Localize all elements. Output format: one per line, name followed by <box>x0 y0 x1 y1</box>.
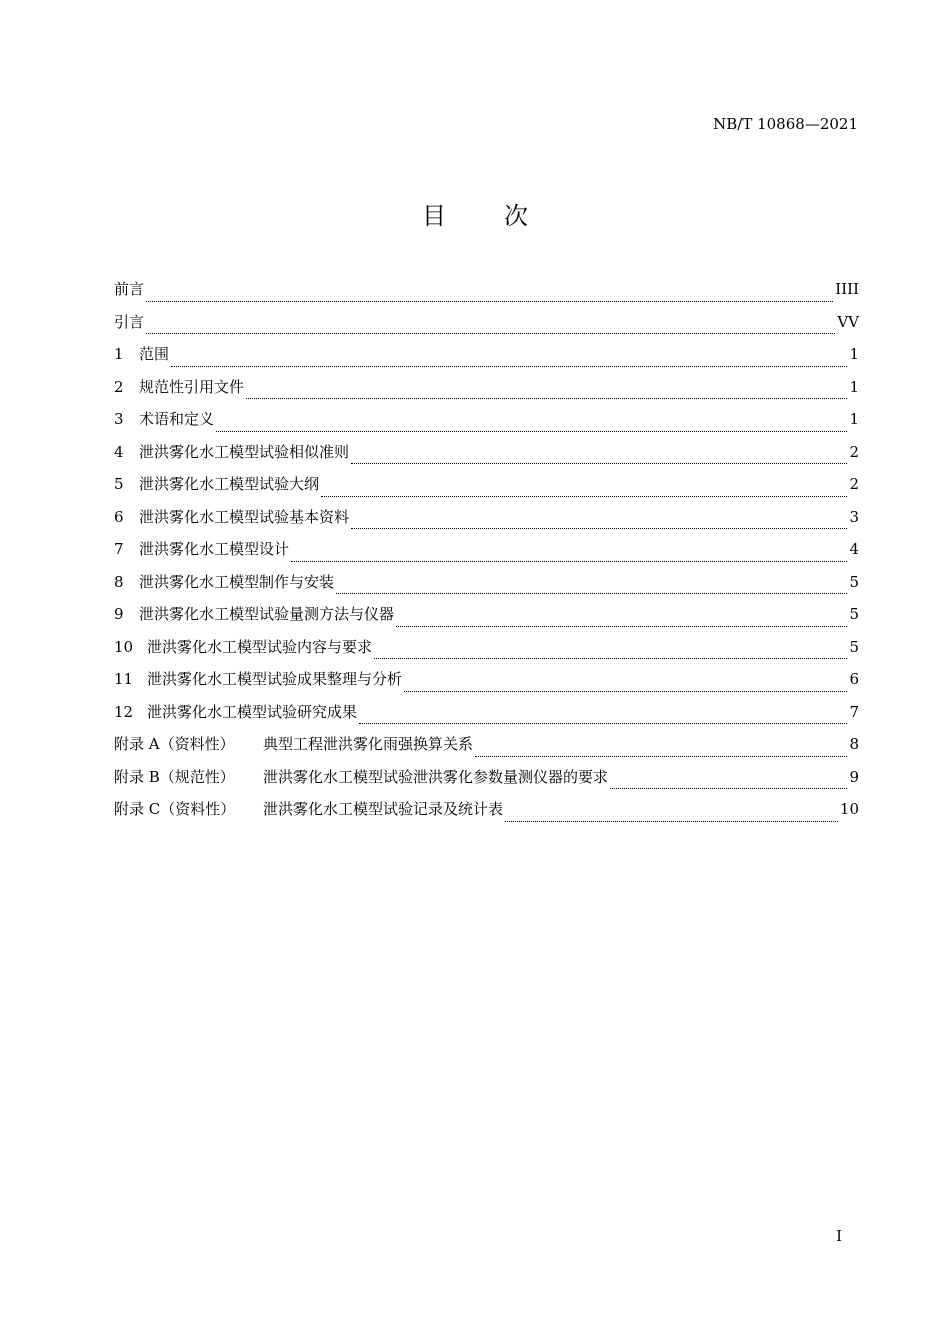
toc-leader-dots <box>146 332 835 334</box>
toc-entry[interactable] <box>114 766 859 799</box>
toc-entry-page: 5 <box>849 572 859 591</box>
toc-entry-number: 附录 A（资料性） <box>114 735 235 753</box>
toc-entry-page: 9 <box>849 767 859 786</box>
toc-entry-number: 8 <box>114 572 124 591</box>
toc-entry-number: 5 <box>114 475 124 493</box>
toc-leader-dots <box>404 690 847 692</box>
toc-entry-number: 1 <box>114 345 124 363</box>
toc-entry-title: 泄洪雾化水工模型试验相似准则 <box>139 442 350 461</box>
toc-entry-number: 7 <box>114 540 124 558</box>
standard-code: NB/T 10868—2021 <box>713 115 858 133</box>
toc-entry[interactable] <box>114 571 859 604</box>
toc-entry[interactable] <box>114 538 859 571</box>
toc-entry[interactable] <box>114 343 859 376</box>
toc-entry-page: 6 <box>849 670 859 688</box>
toc-entry[interactable] <box>114 603 859 636</box>
toc-entry[interactable] <box>114 798 859 831</box>
toc-leader-dots <box>475 755 847 757</box>
toc-leader-dots <box>246 397 847 399</box>
toc-entry-title: 泄洪雾化水工模型试验记录及统计表 <box>263 800 504 818</box>
toc-entry-number: 9 <box>114 605 124 623</box>
toc-entry-title: 泄洪雾化水工模型试验成果整理与分析 <box>147 670 403 688</box>
toc-entry-title: 泄洪雾化水工模型设计 <box>139 540 290 558</box>
page-number: I <box>836 1227 842 1245</box>
table-of-contents <box>114 278 859 831</box>
toc-leader-dots <box>171 365 847 367</box>
toc-entry[interactable] <box>114 473 859 506</box>
toc-entry-page: 10 <box>839 800 859 818</box>
toc-leader-dots <box>216 430 847 432</box>
toc-entry[interactable] <box>114 278 859 311</box>
toc-leader-dots <box>321 495 847 497</box>
toc-entry[interactable] <box>114 311 859 344</box>
toc-entry-number: 11 <box>114 670 134 688</box>
toc-entry-title: 泄洪雾化水工模型试验基本资料 <box>139 507 350 526</box>
title-char-2: 次 <box>504 202 528 230</box>
toc-entry-page: 5 <box>849 637 859 656</box>
toc-entry-number: 6 <box>114 507 124 526</box>
toc-entry-title: 规范性引用文件 <box>139 377 245 396</box>
toc-entry-title: 泄洪雾化水工模型制作与安装 <box>139 572 335 591</box>
toc-entry-number: 2 <box>114 377 124 396</box>
toc-leader-dots <box>351 527 847 529</box>
title-char-1: 目 <box>422 202 446 230</box>
toc-entry[interactable] <box>114 636 859 669</box>
toc-entry[interactable] <box>114 701 859 734</box>
toc-entry-title: 术语和定义 <box>139 410 215 428</box>
toc-entry-number: 12 <box>114 702 134 721</box>
toc-entry-title: 泄洪雾化水工模型试验泄洪雾化参数量测仪器的要求 <box>263 767 609 786</box>
toc-entry-page: 2 <box>849 475 859 493</box>
toc-entry-title: 泄洪雾化水工模型试验大纲 <box>139 475 320 493</box>
toc-entry[interactable] <box>114 506 859 539</box>
toc-entry-title: 前言 <box>114 280 145 298</box>
toc-entry-title: 引言 <box>114 312 145 331</box>
toc-leader-dots <box>291 560 847 562</box>
toc-leader-dots <box>359 722 847 724</box>
toc-entry[interactable] <box>114 408 859 441</box>
toc-entry[interactable] <box>114 441 859 474</box>
toc-entry-page: 1 <box>849 410 859 428</box>
toc-entry-title: 范围 <box>139 345 170 363</box>
toc-entry-page: 3 <box>849 507 859 526</box>
toc-entry-number: 10 <box>114 637 134 656</box>
toc-entry-title: 泄洪雾化水工模型试验内容与要求 <box>147 637 373 656</box>
toc-entry-title: 泄洪雾化水工模型试验研究成果 <box>147 702 358 721</box>
toc-leader-dots <box>396 625 847 627</box>
toc-entry-number: 附录 B（规范性） <box>114 767 235 786</box>
toc-entry-number: 4 <box>114 442 124 461</box>
toc-entry-page: 7 <box>849 702 859 721</box>
toc-entry-page: 1 <box>849 345 859 363</box>
toc-entry-page: 2 <box>849 442 859 461</box>
toc-entry-title: 泄洪雾化水工模型试验量测方法与仪器 <box>139 605 395 623</box>
toc-entry-page: 8 <box>849 735 859 753</box>
toc-entry-page: IIII <box>835 280 859 298</box>
toc-entry-page: 5 <box>849 605 859 623</box>
toc-leader-dots <box>336 592 847 594</box>
toc-entry-number: 3 <box>114 410 124 428</box>
toc-leader-dots <box>351 462 847 464</box>
toc-entry-page: 4 <box>849 540 859 558</box>
toc-entry[interactable] <box>114 376 859 409</box>
toc-leader-dots <box>146 300 833 302</box>
toc-entry[interactable] <box>114 733 859 766</box>
toc-entry-number: 附录 C（资料性） <box>114 800 236 818</box>
toc-entry-page: VV <box>837 312 859 331</box>
toc-entry[interactable] <box>114 668 859 701</box>
toc-leader-dots <box>505 820 838 822</box>
toc-leader-dots <box>610 787 847 789</box>
page-title <box>0 196 950 231</box>
toc-leader-dots <box>374 657 847 659</box>
toc-entry-title: 典型工程泄洪雾化雨强换算关系 <box>263 735 474 753</box>
toc-entry-page: 1 <box>849 377 859 396</box>
